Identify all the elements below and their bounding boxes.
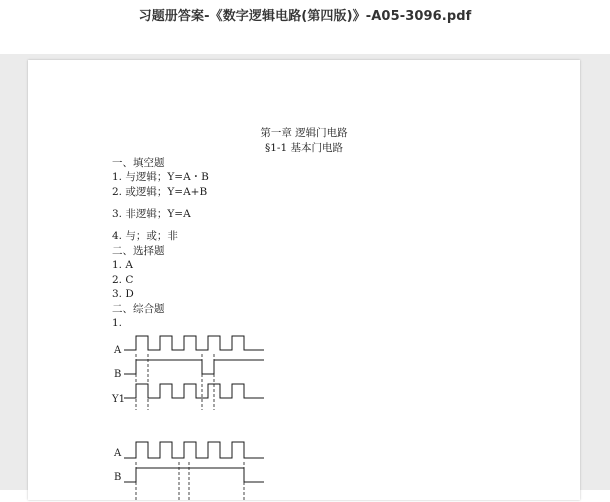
pdf-viewer[interactable] (0, 54, 610, 490)
comprehensive-item: 1. (112, 317, 123, 329)
waveform-label-a: A (114, 448, 122, 459)
waveform-traces-1 (124, 330, 270, 414)
fill-heading: 一、填空题 (112, 157, 165, 169)
fill-item: 3. 非逻辑；Y=A (112, 208, 191, 220)
comprehensive-heading: 二、综合题 (112, 303, 165, 315)
waveform-label-b: B (114, 369, 122, 380)
waveform-label-b: B (114, 472, 122, 483)
choice-heading: 二、选择题 (112, 245, 165, 257)
choice-item: 3. D (112, 288, 134, 300)
waveform-label-y1: Y1 (112, 394, 125, 405)
chapter-title: 第一章 逻辑门电路 (260, 127, 348, 139)
section-title: §1-1 基本门电路 (265, 142, 343, 154)
pdf-page (28, 60, 580, 500)
fill-item: 4. 与；或；非 (112, 230, 178, 242)
fill-item: 1. 与逻辑；Y=A・B (112, 171, 209, 183)
waveform-label-a: A (114, 345, 122, 356)
waveform-traces-2 (124, 432, 270, 502)
fill-item: 2. 或逻辑；Y=A+B (112, 186, 208, 198)
choice-item: 1. A (112, 259, 133, 271)
document-title: 习题册答案-《数字逻辑电路(第四版)》-A05-3096.pdf (138, 9, 472, 24)
choice-item: 2. C (112, 274, 134, 286)
title-bar (0, 0, 610, 54)
